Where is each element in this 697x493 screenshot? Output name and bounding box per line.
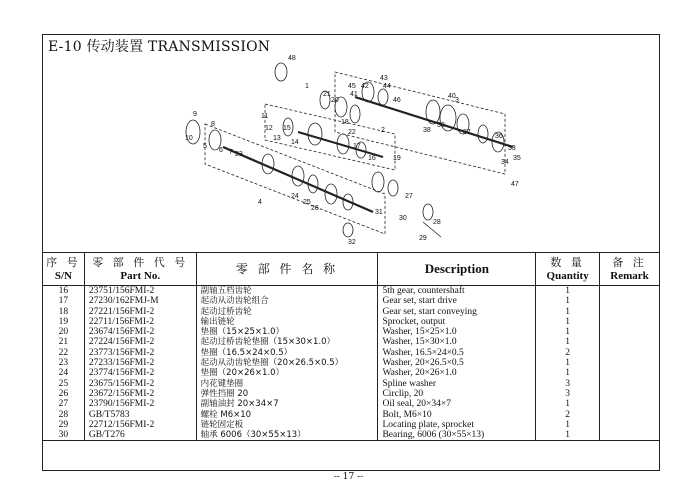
gear [478, 125, 488, 143]
cell-remark [600, 430, 660, 441]
table-header-row [43, 253, 660, 286]
cell-desc: Washer, 16.5×24×0.5 [378, 348, 536, 358]
callout-number: 38 [423, 127, 431, 134]
callout-number: 30 [399, 215, 407, 222]
callout-number: 39 [437, 122, 445, 129]
callout-number: 11 [261, 113, 269, 120]
callout-number: 33 [508, 145, 516, 152]
cell-name: 副轴五档齿轮 [196, 286, 378, 297]
cell-sn: 23 [43, 358, 85, 368]
cell-qty: 1 [536, 307, 600, 317]
cell-qty: 2 [536, 410, 600, 420]
callout-number: 45 [348, 83, 356, 90]
cell-desc: Bolt, M6×10 [378, 410, 536, 420]
cell-part: 23674/156FMI-2 [84, 327, 196, 337]
table-row [43, 317, 660, 327]
callout-number: 5 [203, 143, 207, 150]
section-title: E-10 传动装置 TRANSMISSION [48, 39, 271, 55]
cell-name: 起动过桥齿轮垫圈（15×30×1.0） [196, 337, 378, 347]
table-row [43, 286, 660, 297]
cell-sn: 20 [43, 327, 85, 337]
table-row [43, 379, 660, 389]
cell-qty: 1 [536, 430, 600, 441]
cell-name: 垫圈（16.5×24×0.5） [196, 348, 378, 358]
callout-number: 2 [381, 127, 385, 134]
cell-part: 23773/156FMI-2 [84, 348, 196, 358]
callout-number: 13 [273, 135, 281, 142]
col-qty [536, 253, 600, 286]
cell-remark [600, 317, 660, 327]
cell-desc: 5th gear, countershaft [378, 286, 536, 297]
gear [308, 123, 322, 145]
cell-part: 27233/156FMI-2 [84, 358, 196, 368]
callout-number: 34 [501, 159, 509, 166]
cell-sn: 28 [43, 410, 85, 420]
cell-part: 23675/156FMI-2 [84, 379, 196, 389]
cell-desc: Washer, 20×26×1.0 [378, 368, 536, 378]
col-qty-cn: 数 量 [550, 255, 585, 269]
parts-table [42, 252, 660, 441]
gear [426, 100, 440, 124]
col-remark-cn: 备 注 [612, 255, 647, 269]
callout-number: 25 [303, 199, 311, 206]
cell-name: 垫圈（20×26×1.0） [196, 368, 378, 378]
gear [292, 166, 304, 186]
col-desc [378, 253, 536, 286]
cell-remark [600, 379, 660, 389]
callout-number: 19 [393, 155, 401, 162]
cell-desc: Gear set, start drive [378, 296, 536, 306]
cell-part: 23751/156FMI-2 [84, 286, 196, 297]
cell-sn: 25 [43, 379, 85, 389]
cell-remark [600, 307, 660, 317]
gear [388, 180, 398, 196]
cell-sn: 16 [43, 286, 85, 297]
callout-number: 36 [495, 133, 503, 140]
cell-name: 链轮固定板 [196, 420, 378, 430]
cell-name: 弹性挡圈 20 [196, 389, 378, 399]
cell-sn: 19 [43, 317, 85, 327]
cell-sn: 24 [43, 368, 85, 378]
cell-name: 内花键垫圈 [196, 379, 378, 389]
callout-number: 31 [375, 209, 383, 216]
callout-number: 46 [393, 97, 401, 104]
callout-number: 28 [433, 219, 441, 226]
gear [275, 63, 287, 81]
callout-number: 48 [288, 55, 296, 62]
callout-number: 24 [291, 193, 299, 200]
page-number: -- 17 -- [333, 472, 364, 482]
table-row [43, 430, 660, 441]
cell-sn: 27 [43, 399, 85, 409]
cell-remark [600, 337, 660, 347]
callout-number: 23 [235, 151, 243, 158]
callout-number: 27 [405, 193, 413, 200]
cell-sn: 29 [43, 420, 85, 430]
cell-remark [600, 327, 660, 337]
callout-number: 1 [305, 83, 309, 90]
cell-remark [600, 296, 660, 306]
cell-part: 23790/156FMI-2 [84, 399, 196, 409]
cell-qty: 1 [536, 286, 600, 297]
callout-number: 29 [419, 235, 427, 242]
exploded-transmission-diagram [43, 52, 659, 252]
callout-number: 42 [361, 83, 369, 90]
cell-sn: 17 [43, 296, 85, 306]
callout-number: 44 [383, 83, 391, 90]
col-name-cn: 零 部 件 名 称 [235, 262, 339, 276]
cell-desc: Circlip, 20 [378, 389, 536, 399]
sprocket [423, 204, 433, 220]
cell-remark [600, 389, 660, 399]
table-row [43, 296, 660, 306]
gear [372, 172, 384, 192]
col-sn-en: S/N [54, 269, 72, 282]
cell-part: 23672/156FMI-2 [84, 389, 196, 399]
cell-sn: 26 [43, 389, 85, 399]
cell-remark [600, 410, 660, 420]
cell-qty: 3 [536, 379, 600, 389]
table-row [43, 389, 660, 399]
table-row [43, 420, 660, 430]
cell-desc: Washer, 15×25×1.0 [378, 327, 536, 337]
cell-name: 副轴油封 20×34×7 [196, 399, 378, 409]
cell-part: GB/T276 [84, 430, 196, 441]
callout-number: 17 [353, 143, 361, 150]
callout-number: 18 [341, 119, 349, 126]
gear [350, 105, 360, 123]
callout-number: 43 [380, 75, 388, 82]
cell-qty: 1 [536, 420, 600, 430]
cell-qty: 1 [536, 337, 600, 347]
table-row [43, 399, 660, 409]
callout-number: 26 [311, 205, 319, 212]
cell-remark [600, 399, 660, 409]
cell-part: 27224/156FMI-2 [84, 337, 196, 347]
gear [378, 89, 388, 105]
cell-qty: 1 [536, 296, 600, 306]
col-name [196, 253, 378, 286]
col-part [84, 253, 196, 286]
callout-number: 32 [348, 239, 356, 246]
cell-part: 27221/156FMI-2 [84, 307, 196, 317]
callout-number: 16 [368, 155, 376, 162]
cell-desc: Gear set, start conveying [378, 307, 536, 317]
cell-name: 轴承 6006（30×55×13） [196, 430, 378, 441]
bearing [343, 223, 353, 237]
callout-number: 3 [455, 97, 459, 104]
callout-number: 6 [219, 147, 223, 154]
cell-part: 22711/156FMI-2 [84, 317, 196, 327]
countershaft [355, 97, 513, 147]
cell-qty: 1 [536, 399, 600, 409]
callout-number: 40 [448, 93, 456, 100]
cell-remark [600, 348, 660, 358]
col-qty-en: Quantity [546, 269, 589, 282]
callout-number: 20 [331, 97, 339, 104]
cell-desc: Washer, 20×26.5×0.5 [378, 358, 536, 368]
col-sn-cn: 序 号 [46, 255, 81, 269]
table-row [43, 337, 660, 347]
callout-number: 4 [258, 199, 262, 206]
col-remark-en: Remark [610, 269, 649, 282]
table-row [43, 307, 660, 317]
callout-number: 22 [348, 129, 356, 136]
cell-sn: 21 [43, 337, 85, 347]
cell-part: GB/T5783 [84, 410, 196, 420]
table-row [43, 410, 660, 420]
cell-desc: Sprocket, output [378, 317, 536, 327]
cell-name: 输出链轮 [196, 317, 378, 327]
col-remark [600, 253, 660, 286]
callout-number: 9 [193, 111, 197, 118]
callout-number: 41 [350, 91, 358, 98]
cell-qty: 1 [536, 368, 600, 378]
cell-qty: 3 [536, 389, 600, 399]
col-part-cn: 零 部 件 代 号 [92, 255, 189, 269]
cell-part: 23774/156FMI-2 [84, 368, 196, 378]
callout-number: 35 [513, 155, 521, 162]
cell-name: 起动从动齿轮组合 [196, 296, 378, 306]
callout-number: 15 [283, 125, 291, 132]
cell-desc: Spline washer [378, 379, 536, 389]
cell-qty: 1 [536, 327, 600, 337]
cell-desc: Washer, 15×30×1.0 [378, 337, 536, 347]
cell-qty: 1 [536, 358, 600, 368]
cell-remark [600, 286, 660, 297]
cell-name: 螺栓 M6×10 [196, 410, 378, 420]
col-sn [43, 253, 85, 286]
cell-sn: 30 [43, 430, 85, 441]
callout-number: 14 [291, 139, 299, 146]
cell-name: 垫圈（15×25×1.0） [196, 327, 378, 337]
cell-name: 起动从动齿轮垫圈（20×26.5×0.5） [196, 358, 378, 368]
cell-remark [600, 368, 660, 378]
callout-number: 37 [463, 129, 471, 136]
cell-sn: 18 [43, 307, 85, 317]
callout-number: 47 [511, 181, 519, 188]
cell-desc: Oil seal, 20×34×7 [378, 399, 536, 409]
callout-number: 12 [265, 125, 273, 132]
callout-number: 10 [185, 135, 193, 142]
callout-number: 7 [229, 149, 233, 156]
col-desc-en: Description [424, 261, 489, 276]
table-row [43, 327, 660, 337]
cell-part: 22712/156FMI-2 [84, 420, 196, 430]
cell-name: 起动过桥齿轮 [196, 307, 378, 317]
table-row [43, 368, 660, 378]
cell-qty: 1 [536, 317, 600, 327]
cell-qty: 2 [536, 348, 600, 358]
cell-remark [600, 358, 660, 368]
cell-desc: Locating plate, sprocket [378, 420, 536, 430]
table-row [43, 358, 660, 368]
cell-part: 27230/162FMJ-M [84, 296, 196, 306]
cell-sn: 22 [43, 348, 85, 358]
col-part-en: Part No. [120, 269, 161, 282]
callout-number: 21 [323, 91, 331, 98]
callout-number: 8 [211, 121, 215, 128]
cell-desc: Bearing, 6006 (30×55×13) [378, 430, 536, 441]
cell-remark [600, 420, 660, 430]
table-row [43, 348, 660, 358]
